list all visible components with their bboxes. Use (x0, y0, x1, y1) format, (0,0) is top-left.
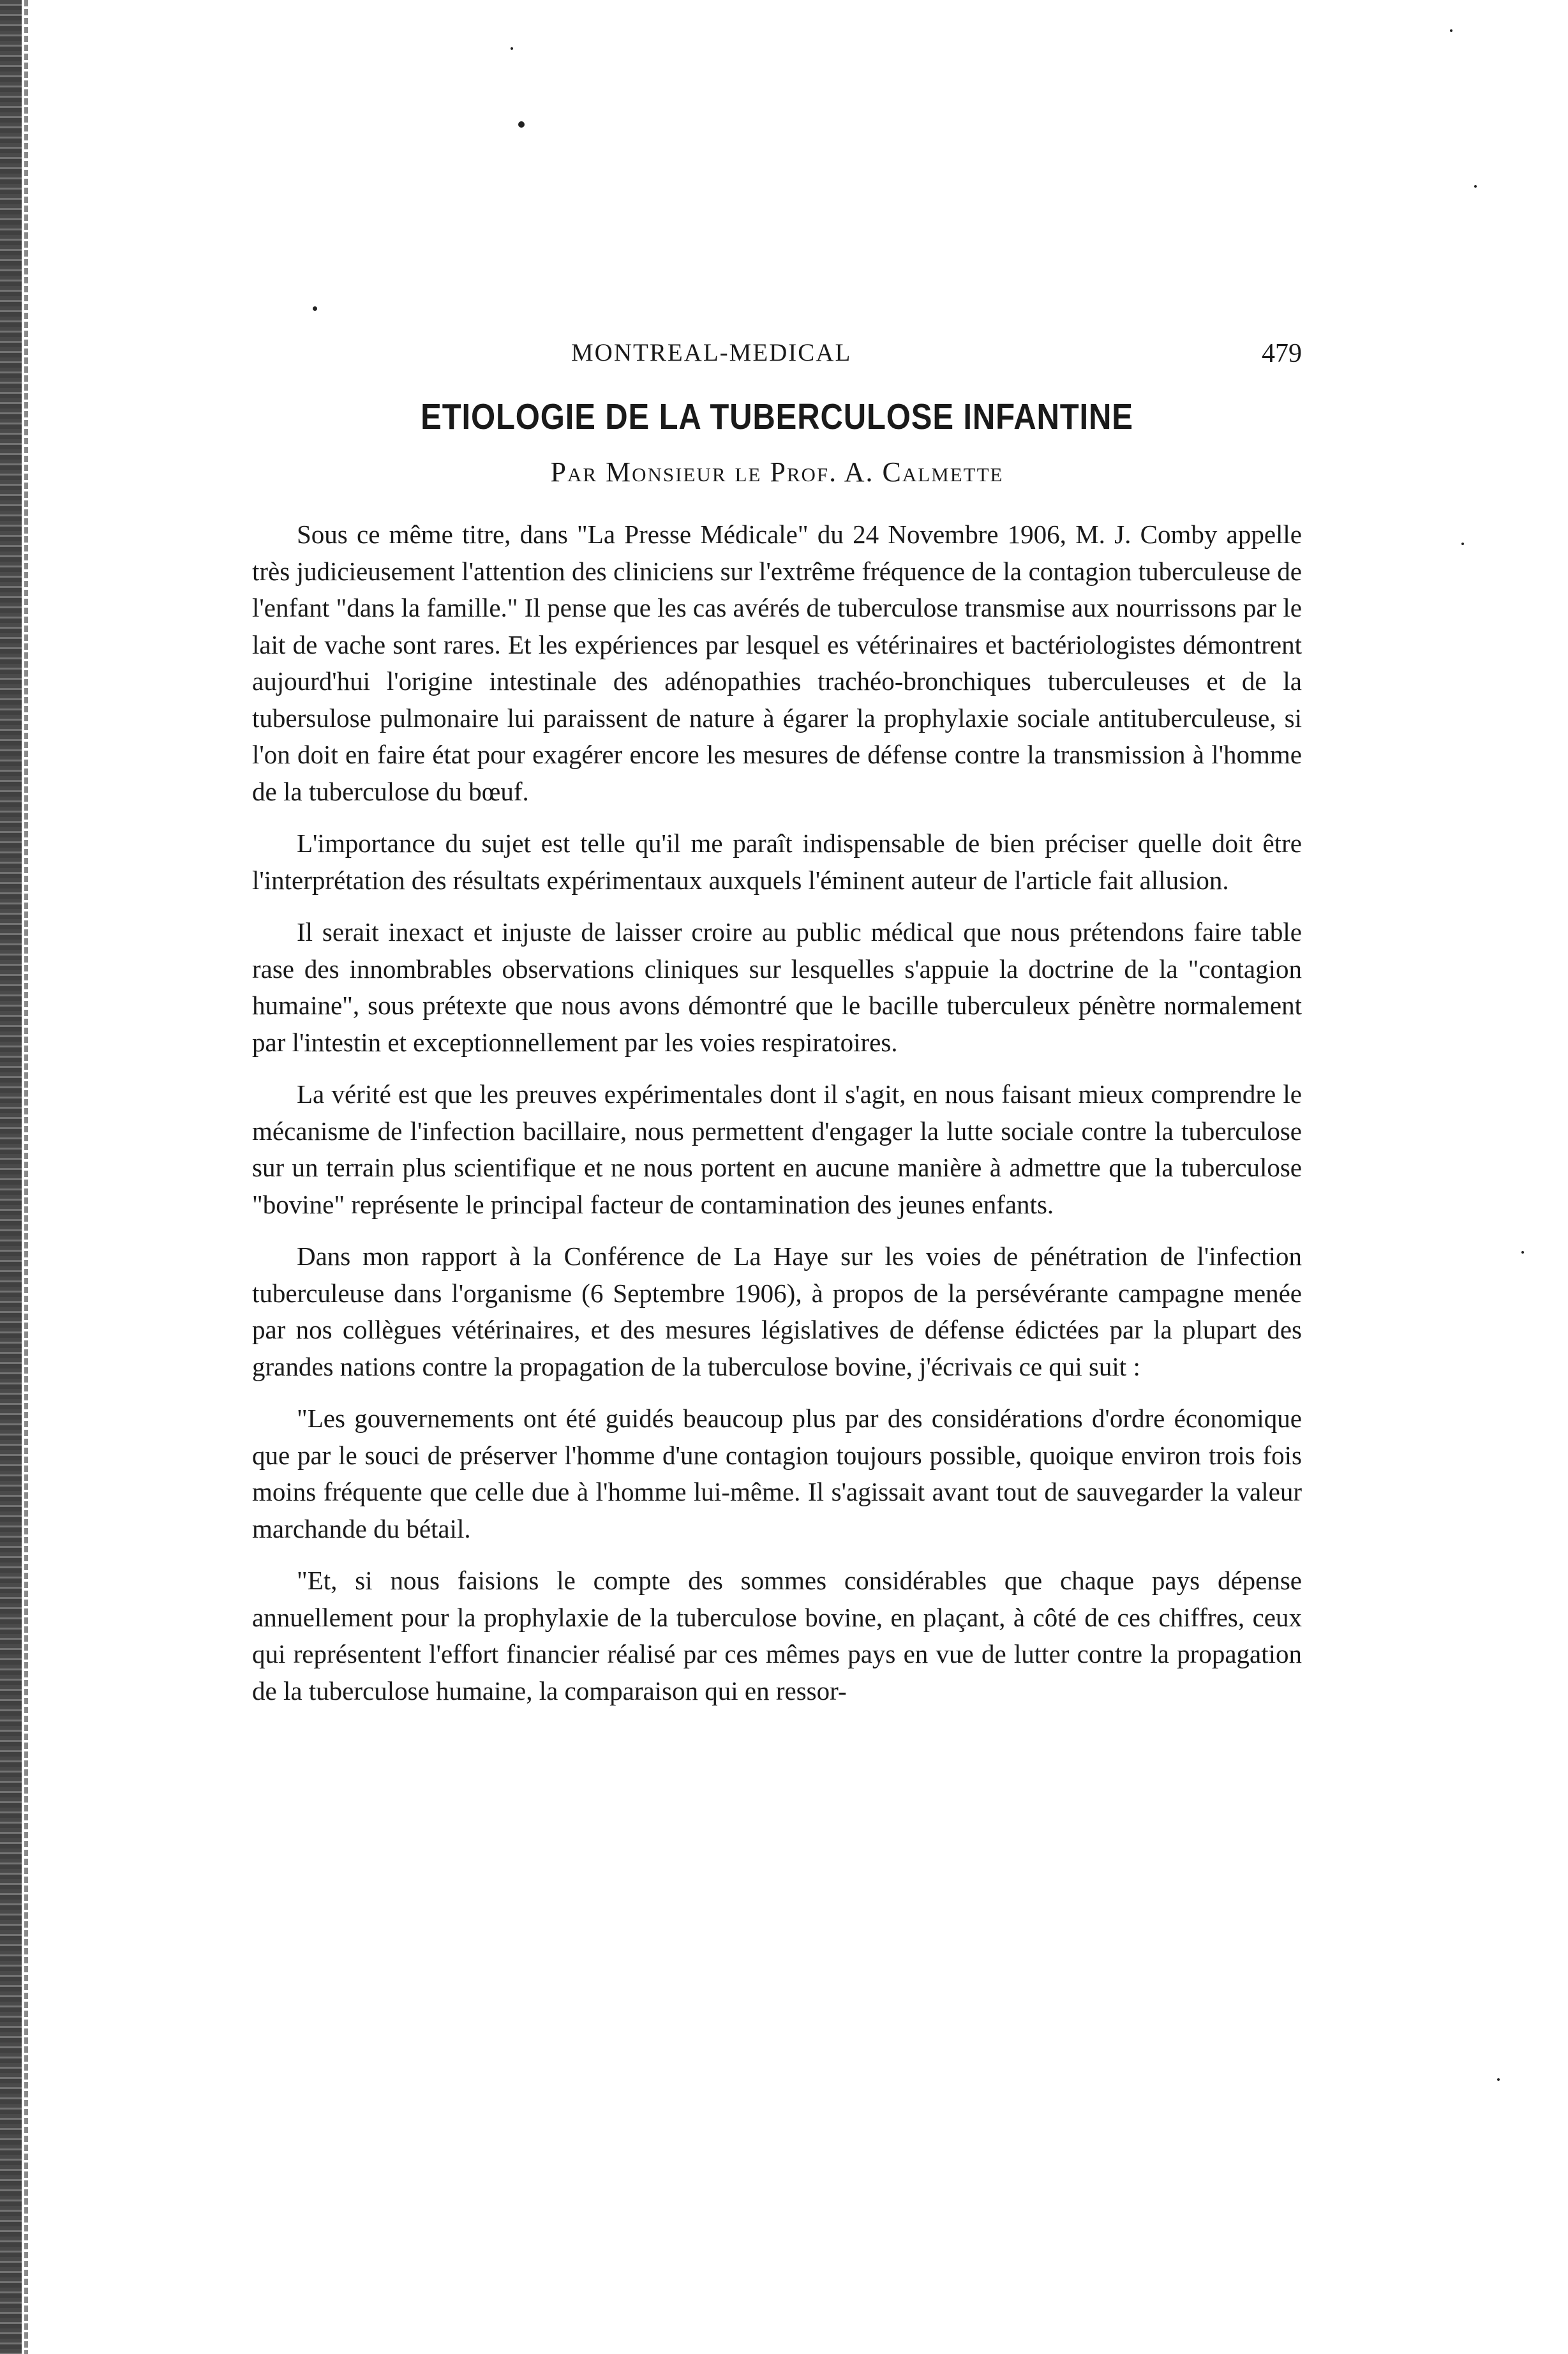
page-binding-shadow (24, 0, 28, 2354)
author-byline: Par Monsieur le Prof. A. Calmette (550, 456, 1004, 488)
running-header (252, 338, 1302, 383)
body-paragraph: Sous ce même titre, dans "La Presse Médicale" du 24 Novembre 1906, M. J. Comby appelle très judicieusement l'attention des cliniciens sur l'extrême fréquence de la contagion tuberculeuse de l'enfant "dans la famille." Il pense que les cas avérés de tuberculose transmise aux nourrissons par le lait de vache sont rares. Et les expériences par lesquel es vétérinaires et bactériologistes démontrent aujourd'hui l'origine intestinale des adénopathies trachéo-bronchiques tuberculeuses et de la tubersulose pulmonaire lui paraissent de nature à égarer la prophylaxie sociale antituberculeuse, si l'on doit en faire état pour exagérer encore les mesures de défense contre la transmission à l'homme de la tuberculose du bœuf. (252, 520, 1303, 806)
body-paragraph: L'importance du sujet est telle qu'il me paraît indispensable de bien préciser quelle doit être l'interprétation des résultats expérimentaux auxquels l'éminent auteur de l'article fait allusion. (252, 828, 1302, 895)
body-paragraph: Il serait inexact et injuste de laisser croire au public médical que nous prétendons faire table rase des innombrables observations cliniques sur lesquelles s'appuie la doctrine de la "contagion humaine", sous prétexte que nous avons démontré que le bacille tuberculeux pénètre normalement par l'intestin et exceptionnellement par les voies respiratoires. (252, 917, 1302, 1057)
quoted-paragraph: "Et, si nous faisions le compte des sommes considérables que chaque pays dépense annuellement pour la prophylaxie de la tuberculose bovine, en plaçant, à côté de ces chiffres, ceux qui représentent l'effort financier réalisé par ces mêmes pays en vue de lutter contre la propagation de la tuberculose humaine, la comparaison qui en ressor- (252, 1566, 1302, 1706)
body-paragraph: Dans mon rapport à la Conférence de La Haye sur les voies de pénétration de l'infection tuberculeuse dans l'organisme (6 Septembre 1906), à propos de la persévérante campagne menée par nos collègues vétérinaires, et des mesures législatives de défense édictées par la plupart des grandes nations contre la propagation de la tuberculose bovine, j'écrivais ce qui suit : (252, 1241, 1302, 1381)
scan-speck (1521, 1251, 1524, 1254)
scan-speck (1450, 29, 1452, 32)
page-number: 479 (1262, 339, 1302, 368)
scan-speck (313, 306, 317, 311)
page-content (252, 338, 1302, 1725)
page-binding-edge (0, 0, 22, 2354)
scan-speck (1497, 2078, 1500, 2081)
scan-speck (518, 121, 525, 128)
running-title: MONTREAL-MEDICAL (571, 339, 852, 366)
scan-speck (1461, 543, 1464, 545)
article-title: ETIOLOGIE DE LA TUBERCULOSE INFANTINE (421, 396, 1133, 437)
quoted-paragraph: "Les gouvernements ont été guidés beaucoup plus par des considérations d'ordre économique que par le souci de préserver l'homme d'une contagion toujours possible, quoique environ trois fois moins fréquente que celle due à l'homme lui-même. Il s'agissait avant tout de sauvegarder la valeur marchande du bétail. (252, 1404, 1302, 1543)
scan-speck (511, 47, 513, 50)
body-paragraph: La vérité est que les preuves expérimentales dont il s'agit, en nous faisant mieux comprendre le mécanisme de l'infection bacillaire, nous permettent d'engager la lutte sociale contre la tuberculose sur un terrain plus scientifique et ne nous portent en aucune manière à admettre que la tuberculose "bovine" représente le principal facteur de contamination des jeunes enfants. (252, 1079, 1302, 1219)
scan-speck (1474, 185, 1477, 188)
